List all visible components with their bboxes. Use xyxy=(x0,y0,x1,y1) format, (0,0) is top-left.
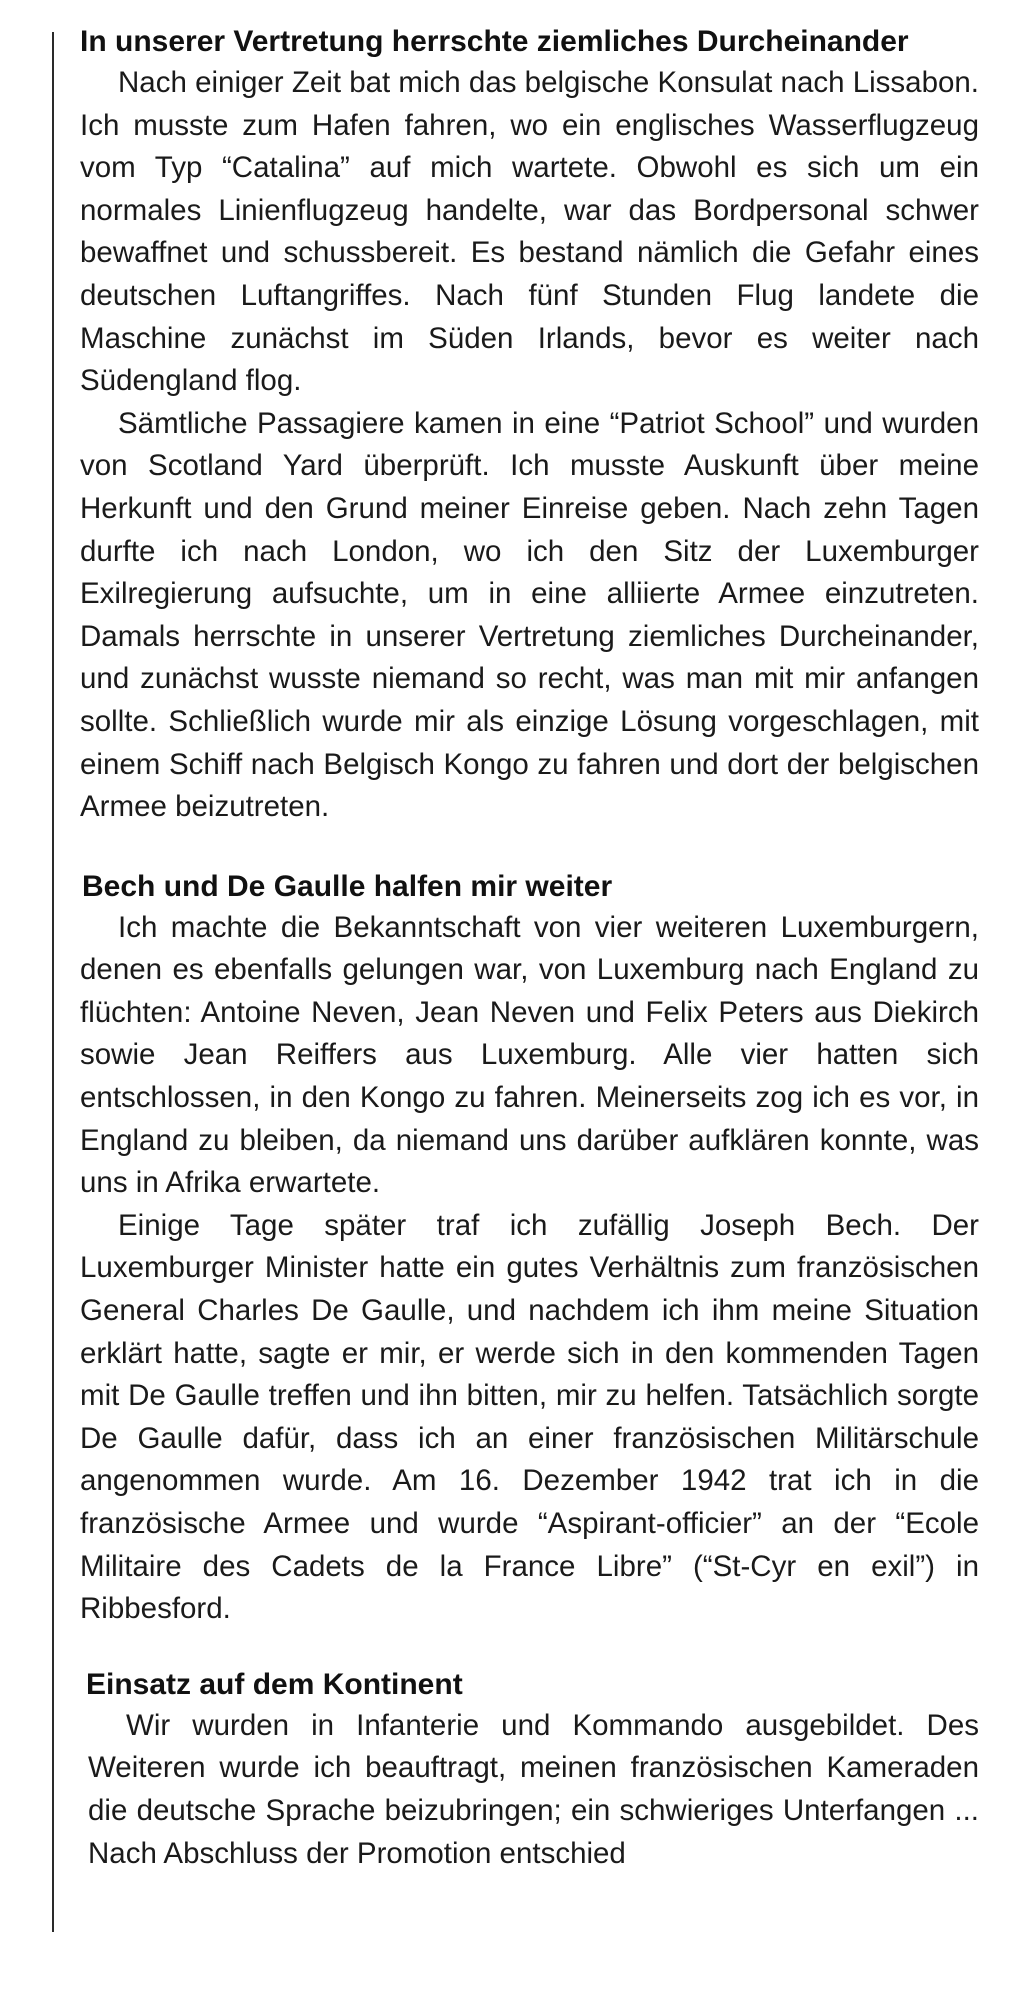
body-paragraph: Nach einiger Zeit bat mich das belgische Konsulat nach Lissabon. Ich musste zum Hafen fahren, wo ein englisches Wasserflugzeug vom Typ “Catalina” auf mich wartete. Obwohl es sich um ein normales Linienflugzeug handelte, war das Bordpersonal schwer bewaffnet und schussbereit. Es bestand nämlich die Gefahr eines deutschen Luftangriffes. Nach fünf Stunden Flug landete die Maschine zunächst im Süden Irlands, bevor es weiter nach Südengland flog. xyxy=(80,66,979,398)
body-paragraph: Wir wurden in Infanterie und Kommando ausgebildet. Des Weiteren wurde ich beauftragt, meinen französischen Kameraden die deutsche Sprache beizubringen; ein schwieriges Unterfangen ... Nach Abschluss der Promotion entschied xyxy=(88,1708,979,1870)
section-heading: In unserer Vertretung herrschte ziemliches Durcheinander xyxy=(80,25,909,58)
section-einsatz xyxy=(74,1665,979,1875)
body-paragraph: Ich machte die Bekanntschaft von vier weiteren Luxemburgern, denen es ebenfalls gelungen war, von Luxemburg nach England zu flüchten: Antoine Neven, Jean Neven und Felix Peters aus Diekirch sowie Jean Reiffers aus Luxemburg. Alle vier hatten sich entschlossen, in den Kongo zu fahren. Meinerseits zog ich es vor, in England zu bleiben, da niemand uns darüber aufklären konnte, was uns in Afrika erwartete. xyxy=(80,910,979,1200)
column-rule xyxy=(52,32,54,1932)
body-paragraph: Sämtliche Passagiere kamen in eine “Patriot School” und wurden von Scotland Yard überprüft. Ich musste Auskunft über meine Herkunft und den Grund meiner Einreise geben. Nach zehn Tagen durfte ich nach London, wo ich den Sitz der Luxemburger Exilregierung aufsuchte, um in eine alliierte Armee einzutreten. Damals herrschte in unserer Vertretung ziemliches Durcheinander, und zunächst wusste niemand so recht, was man mit mir anfangen sollte. Schließlich wurde mir als einzige Lösung vorgeschlagen, mit einem Schiff nach Belgisch Kongo zu fahren und dort der belgischen Armee beizutreten. xyxy=(80,406,979,824)
section-vertretung xyxy=(74,22,979,829)
section-heading: Einsatz auf dem Kontinent xyxy=(86,1667,463,1701)
body-paragraph: Einige Tage später traf ich zufällig Joseph Bech. Der Luxemburger Minister hatte ein gutes Verhältnis zum französischen General Charles De Gaulle, und nachdem ich ihm meine Situation erklärt hatte, sagte er mir, er werde sich in den kommenden Tagen mit De Gaulle treffen und ihn bitten, mir zu helfen. Tatsächlich sorgte De Gaulle dafür, dass ich an einer französischen Militärschule angenommen wurde. Am 16. Dezember 1942 trat ich in die französische Armee und wurde “Aspirant-officier” an der “Ecole Militaire des Cadets de la France Libre” (“St-Cyr en exil”) in Ribbesford. xyxy=(80,1208,979,1626)
article-page xyxy=(74,22,979,1875)
section-heading: Bech und De Gaulle halfen mir weiter xyxy=(82,869,613,903)
section-bech-de-gaulle xyxy=(74,867,979,1631)
